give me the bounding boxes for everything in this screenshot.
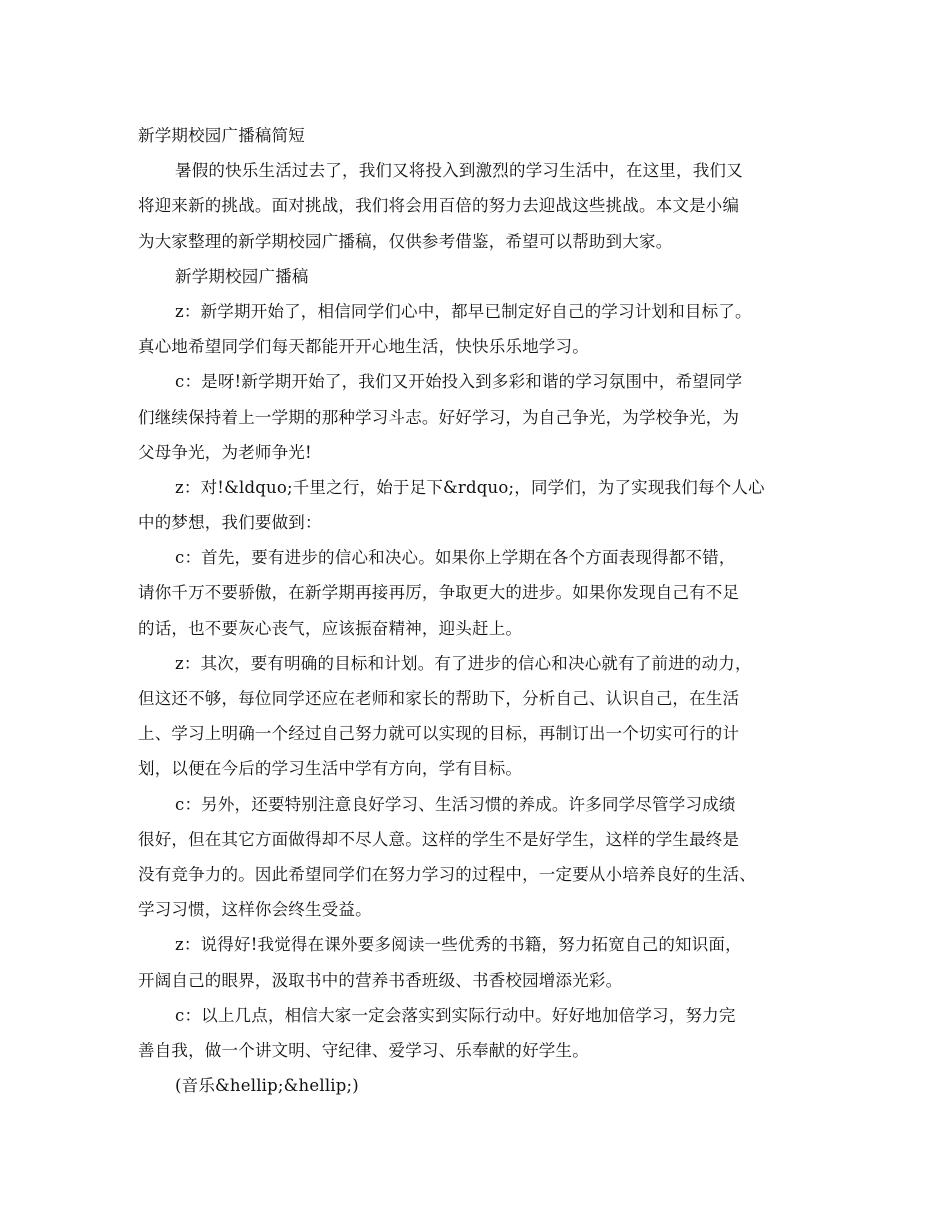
paragraph-line: 暑假的快乐生活过去了，我们又将投入到激烈的学习生活中，在这里，我们又 [175,161,743,181]
paragraph-line: 为大家整理的新学期校园广播稿，仅供参考借鉴，希望可以帮助到大家。 [138,231,673,251]
paragraph [138,787,828,928]
paragraph-line: z：对!&ldquo;千里之行，始于足下&rdquo;，同学们，为了实现我们每个人心 [175,477,765,497]
document-page [138,118,828,1103]
paragraph [138,998,828,1068]
paragraph [138,927,828,997]
paragraph-line: 父母争光，为老师争光! [138,442,312,462]
paragraph-line: c：以上几点，相信大家一定会落实到实际行动中。好好地加倍学习，努力完 [175,1005,736,1025]
paragraph-line: (音乐&hellip;&hellip;) [175,1076,359,1096]
paragraph [138,294,828,364]
paragraph-line: 中的梦想，我们要做到： [138,513,322,533]
paragraph [138,540,828,646]
paragraph-line: z：新学期开始了，相信同学们心中，都早已制定好自己的学习计划和目标了。 [175,301,752,321]
paragraph-line: 开阔自己的眼界，汲取书中的营养书香班级、书香校园增添光彩。 [138,970,623,990]
closing-note [138,1068,828,1103]
paragraph-line: c：首先，要有进步的信心和决心。如果你上学期在各个方面表现得都不错， [175,548,736,568]
paragraph-line: 请你千万不要骄傲，在新学期再接再厉，争取更大的进步。如果你发现自己有不足 [138,583,740,603]
paragraph [138,646,828,787]
paragraph [138,364,828,470]
paragraph-line: 没有竞争力的。因此希望同学们在努力学习的过程中，一定要从小培养良好的生活、 [138,864,756,884]
paragraph-line: 上、学习上明确一个经过自己努力就可以实现的目标，再制订出一个切实可行的计 [138,724,740,744]
paragraph-line: 很好，但在其它方面做得却不尽人意。这样的学生不是好学生，这样的学生最终是 [138,829,740,849]
document-title: 新学期校园广播稿简短 [138,126,305,145]
paragraph-line: 学习习惯，这样你会终生受益。 [138,900,372,920]
paragraph-line: 新学期校园广播稿 [175,266,309,286]
paragraph-line: 真心地希望同学们每天都能开开心地生活，快快乐乐地学习。 [138,337,589,357]
paragraph [138,470,828,540]
paragraph-line: z：其次，要有明确的目标和计划。有了进步的信心和决心就有了前进的动力， [175,653,752,673]
paragraph-line: 划，以便在今后的学习生活中学有方向，学有目标。 [138,759,523,779]
paragraph-line: z：说得好!我觉得在课外要多阅读一些优秀的书籍，努力拓宽自己的知识面， [175,935,742,955]
paragraph-line: 但这还不够，每位同学还应在老师和家长的帮助下，分析自己、认识自己，在生活 [138,689,740,708]
paragraph-line: c：是呀!新学期开始了，我们又开始投入到多彩和谐的学习氛围中，希望同学 [175,372,743,392]
section-heading [138,259,828,294]
paragraph-line: 们继续保持着上一学期的那种学习斗志。好好学习，为自己争光，为学校争光，为 [138,407,740,427]
paragraph [138,153,828,259]
paragraph-line: c：另外，还要特别注意良好学习、生活习惯的养成。许多同学尽管学习成绩 [175,794,736,814]
paragraph-line: 的话，也不要灰心丧气，应该振奋精神，迎头赶上。 [138,618,523,638]
paragraph-line: 将迎来新的挑战。面对挑战，我们将会用百倍的努力去迎战这些挑战。本文是小编 [138,196,740,216]
paragraph-line: 善自我，做一个讲文明、守纪律、爱学习、乐奉献的好学生。 [138,1040,589,1060]
